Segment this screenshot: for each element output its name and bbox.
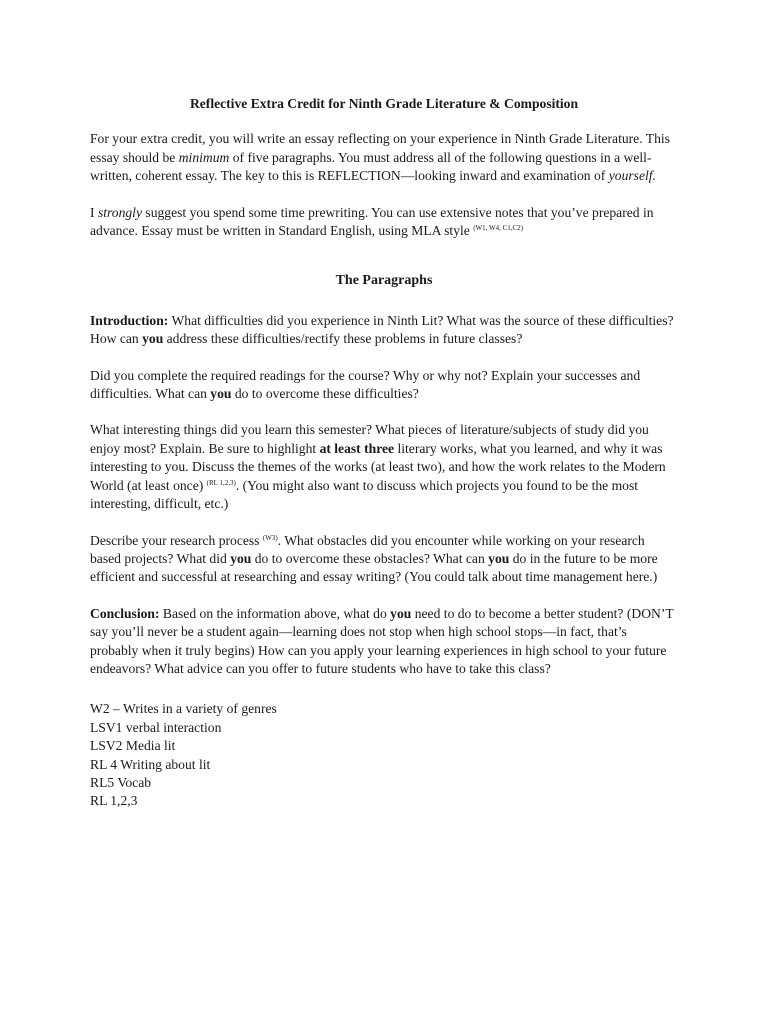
standards-item: RL 1,2,3	[90, 793, 138, 809]
research-you-2: you	[488, 550, 510, 566]
intro-text-b: of five paragraphs. You must address all of the following questions in a well-written, coherent essay. The key to this is REFLECTION—looking inward and examination of	[90, 149, 652, 184]
intro-paragraph	[90, 130, 678, 185]
readings-you: you	[210, 386, 232, 402]
research-text-d: do in the future to be more efficient and successful at researching and essay writing? (You could talk about time management here.)	[90, 550, 658, 585]
conclusion-paragraph	[90, 605, 678, 679]
prewriting-standards-ref: (W1, W4, C1,C2)	[473, 224, 524, 233]
research-text-a: Describe your research process	[90, 532, 263, 548]
introduction-paragraph	[90, 312, 678, 349]
research-paragraph	[90, 532, 678, 587]
introduction-text: What difficulties did you experience in Ninth Lit? What was the source of these difficulties? How can	[90, 312, 674, 347]
conclusion-text-a: Based on the information above, what do	[159, 605, 391, 621]
prewriting-paragraph	[90, 204, 678, 241]
learned-text-b: literary works, what you learned, and why it was interesting to you. Discuss the themes of the works (at least two), and how the work relates to the Modern World (at least once)	[90, 440, 666, 493]
introduction-label: Introduction:	[90, 312, 169, 328]
prewriting-emphasis-strongly: strongly	[97, 204, 142, 220]
learned-standards-ref: (RL 1,2,3)	[206, 478, 236, 487]
research-you-1: you	[230, 550, 252, 566]
section-heading: The Paragraphs	[335, 273, 433, 289]
research-standards-ref: (W3)	[262, 533, 278, 542]
learned-bold: at least three	[319, 440, 395, 456]
intro-emphasis-yourself: yourself.	[608, 168, 656, 184]
learned-text-a: What interesting things did you learn this semester? What pieces of literature/subjects of study did you enjoy most? Explain. Be sure to highlight	[90, 422, 649, 456]
readings-text-b: do to overcome these difficulties?	[231, 386, 419, 402]
conclusion-text-b: need to do to become a better student? (DON’T say you’ll never be a student again—learning does not stop when high school stops—in fact, that’s probably when it truly begins) How can you apply your learning experiences in high school to your future endeavors? What advice can you offer to future students who have to take this class?	[90, 605, 674, 676]
conclusion-label: Conclusion:	[90, 605, 160, 621]
standards-item: LSV1 verbal interaction	[90, 719, 222, 735]
standards-item: LSV2 Media lit	[90, 738, 176, 754]
standards-item: RL5 Vocab	[90, 774, 152, 790]
research-text-b: . What obstacles did you encounter while working on your research based projects? What did	[90, 532, 645, 566]
standards-item: RL 4 Writing about lit	[90, 756, 211, 772]
intro-text-a: For your extra credit, you will write an essay reflecting on your experience in Ninth Grade Literature. This essay should be	[90, 131, 670, 165]
research-text-c: do to overcome these obstacles? What can	[251, 550, 489, 566]
introduction-text-2: address these difficulties/rectify these problems in future classes?	[163, 331, 523, 347]
standards-item: W2 – Writes in a variety of genres	[90, 701, 277, 717]
introduction-you: you	[142, 331, 164, 347]
conclusion-you: you	[390, 605, 412, 621]
learned-paragraph	[90, 421, 678, 513]
document-title: Reflective Extra Credit for Ninth Grade Literature & Composition	[189, 96, 579, 111]
intro-emphasis-minimum: minimum	[178, 149, 230, 165]
prewriting-text-b: suggest you spend some time prewriting. You can use extensive notes that you’ve prepared in advance. Essay must be written in Standard English, using MLA style	[90, 204, 654, 239]
learned-text-c: . (You might also want to discuss which projects you found to be the most interesting, difficult, etc.)	[90, 477, 639, 512]
readings-text-a: Did you complete the required readings for the course? Why or why not? Explain your successes and difficulties. What can	[90, 367, 641, 402]
prewriting-text-a: I	[90, 204, 98, 220]
readings-paragraph	[90, 367, 678, 404]
standards-list	[90, 700, 678, 810]
